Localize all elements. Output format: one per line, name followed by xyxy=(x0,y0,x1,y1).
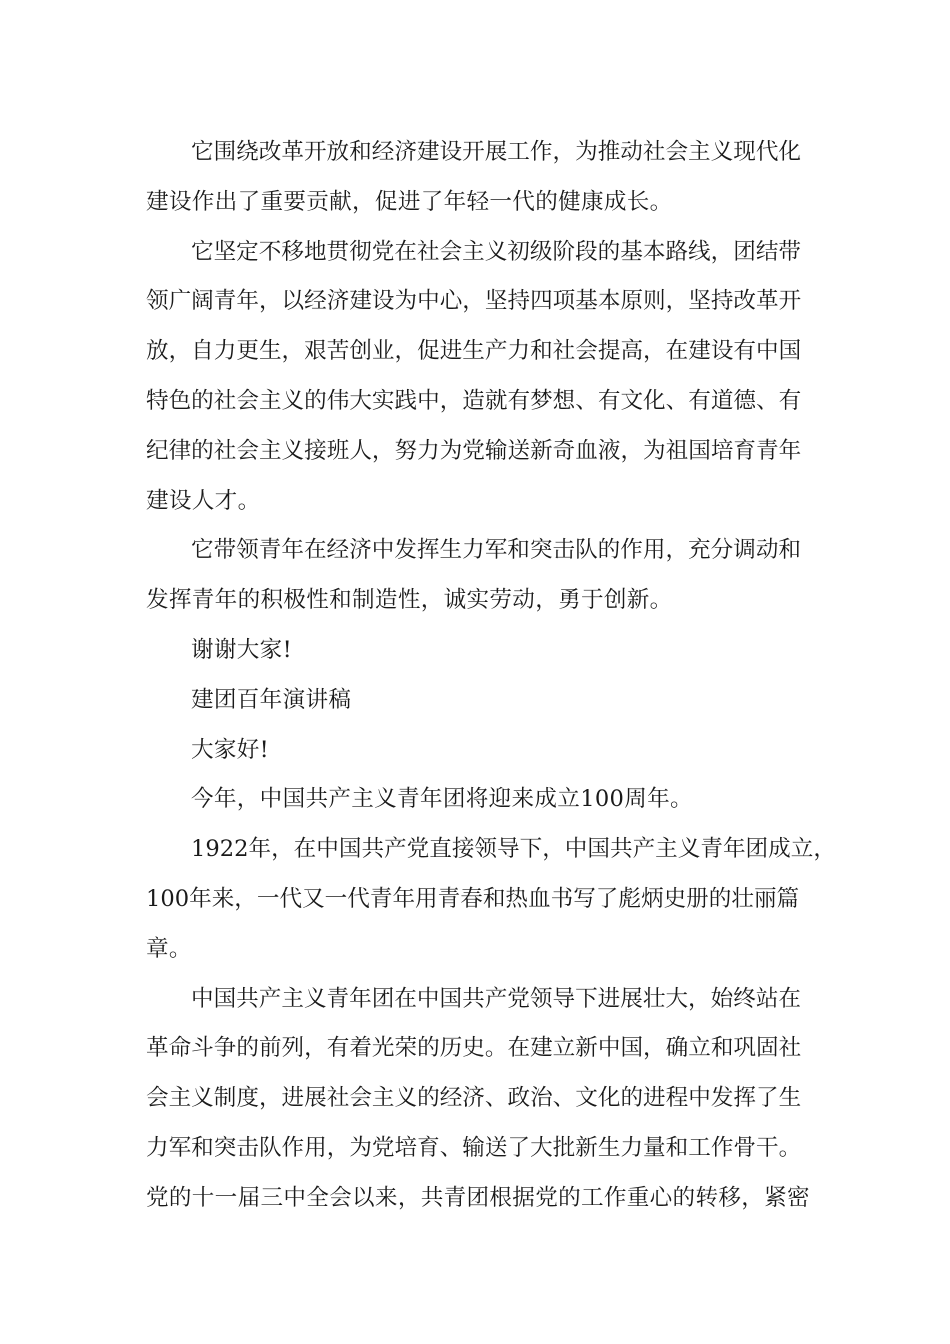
text-line: 今年，中国共产主义青年团将迎来成立100周年。 xyxy=(191,786,693,813)
text-line: 放，自力更生，艰苦创业，促进生产力和社会提高，在建设有中国 xyxy=(146,338,802,365)
text-line: 章。 xyxy=(146,935,192,962)
text-line: 纪律的社会主义接班人，努力为党输送新奇血液，为祖国培育青年 xyxy=(146,437,802,464)
paragraph xyxy=(146,128,814,228)
paragraph xyxy=(146,975,814,1224)
paragraph xyxy=(146,775,814,825)
paragraph xyxy=(146,526,814,626)
text-line: 发挥青年的积极性和制造性，诚实劳动，勇于创新。 xyxy=(146,587,673,614)
paragraph xyxy=(146,676,814,726)
text-line: 建设人才。 xyxy=(146,487,261,514)
text-line: 100年来，一代又一代青年用青春和热血书写了彪炳史册的壮丽篇 xyxy=(146,885,800,912)
paragraph xyxy=(146,825,836,974)
paragraph xyxy=(146,726,814,776)
text-line: 它坚定不移地贯彻党在社会主义初级阶段的基本路线，团结带 xyxy=(191,238,802,265)
text-line: 1922年，在中国共产党直接领导下，中国共产主义青年团成立， xyxy=(191,836,836,863)
text-line: 革命斗争的前列，有着光荣的历史。在建立新中国，确立和巩固社 xyxy=(146,1035,802,1062)
paragraph xyxy=(146,228,814,527)
text-line: 特色的社会主义的伟大实践中，造就有梦想、有文化、有道德、有 xyxy=(146,387,802,414)
text-line: 中国共产主义青年团在中国共产党领导下进展壮大，始终站在 xyxy=(191,985,802,1012)
text-line: 建团百年演讲稿 xyxy=(191,686,352,713)
text-line: 力军和突击队作用，为党培育、输送了大批新生力量和工作骨干。 xyxy=(146,1134,802,1161)
text-line: 大家好! xyxy=(191,736,270,763)
text-line: 建设作出了重要贡献，促进了年轻一代的健康成长。 xyxy=(146,188,673,215)
text-line: 会主义制度，进展社会主义的经济、政治、文化的进程中发挥了生 xyxy=(146,1085,802,1112)
paragraph xyxy=(146,626,814,676)
text-line: 党的十一届三中全会以来，共青团根据党的工作重心的转移，紧密 xyxy=(146,1184,810,1211)
text-line: 谢谢大家! xyxy=(191,636,292,663)
text-line: 它带领青年在经济中发挥生力军和突击队的作用，充分调动和 xyxy=(191,537,802,564)
text-line: 它围绕改革开放和经济建设开展工作，为推动社会主义现代化 xyxy=(191,139,802,165)
text-line: 领广阔青年，以经济建设为中心，坚持四项基本原则，坚持改革开 xyxy=(146,288,802,315)
document-body xyxy=(146,128,836,1224)
